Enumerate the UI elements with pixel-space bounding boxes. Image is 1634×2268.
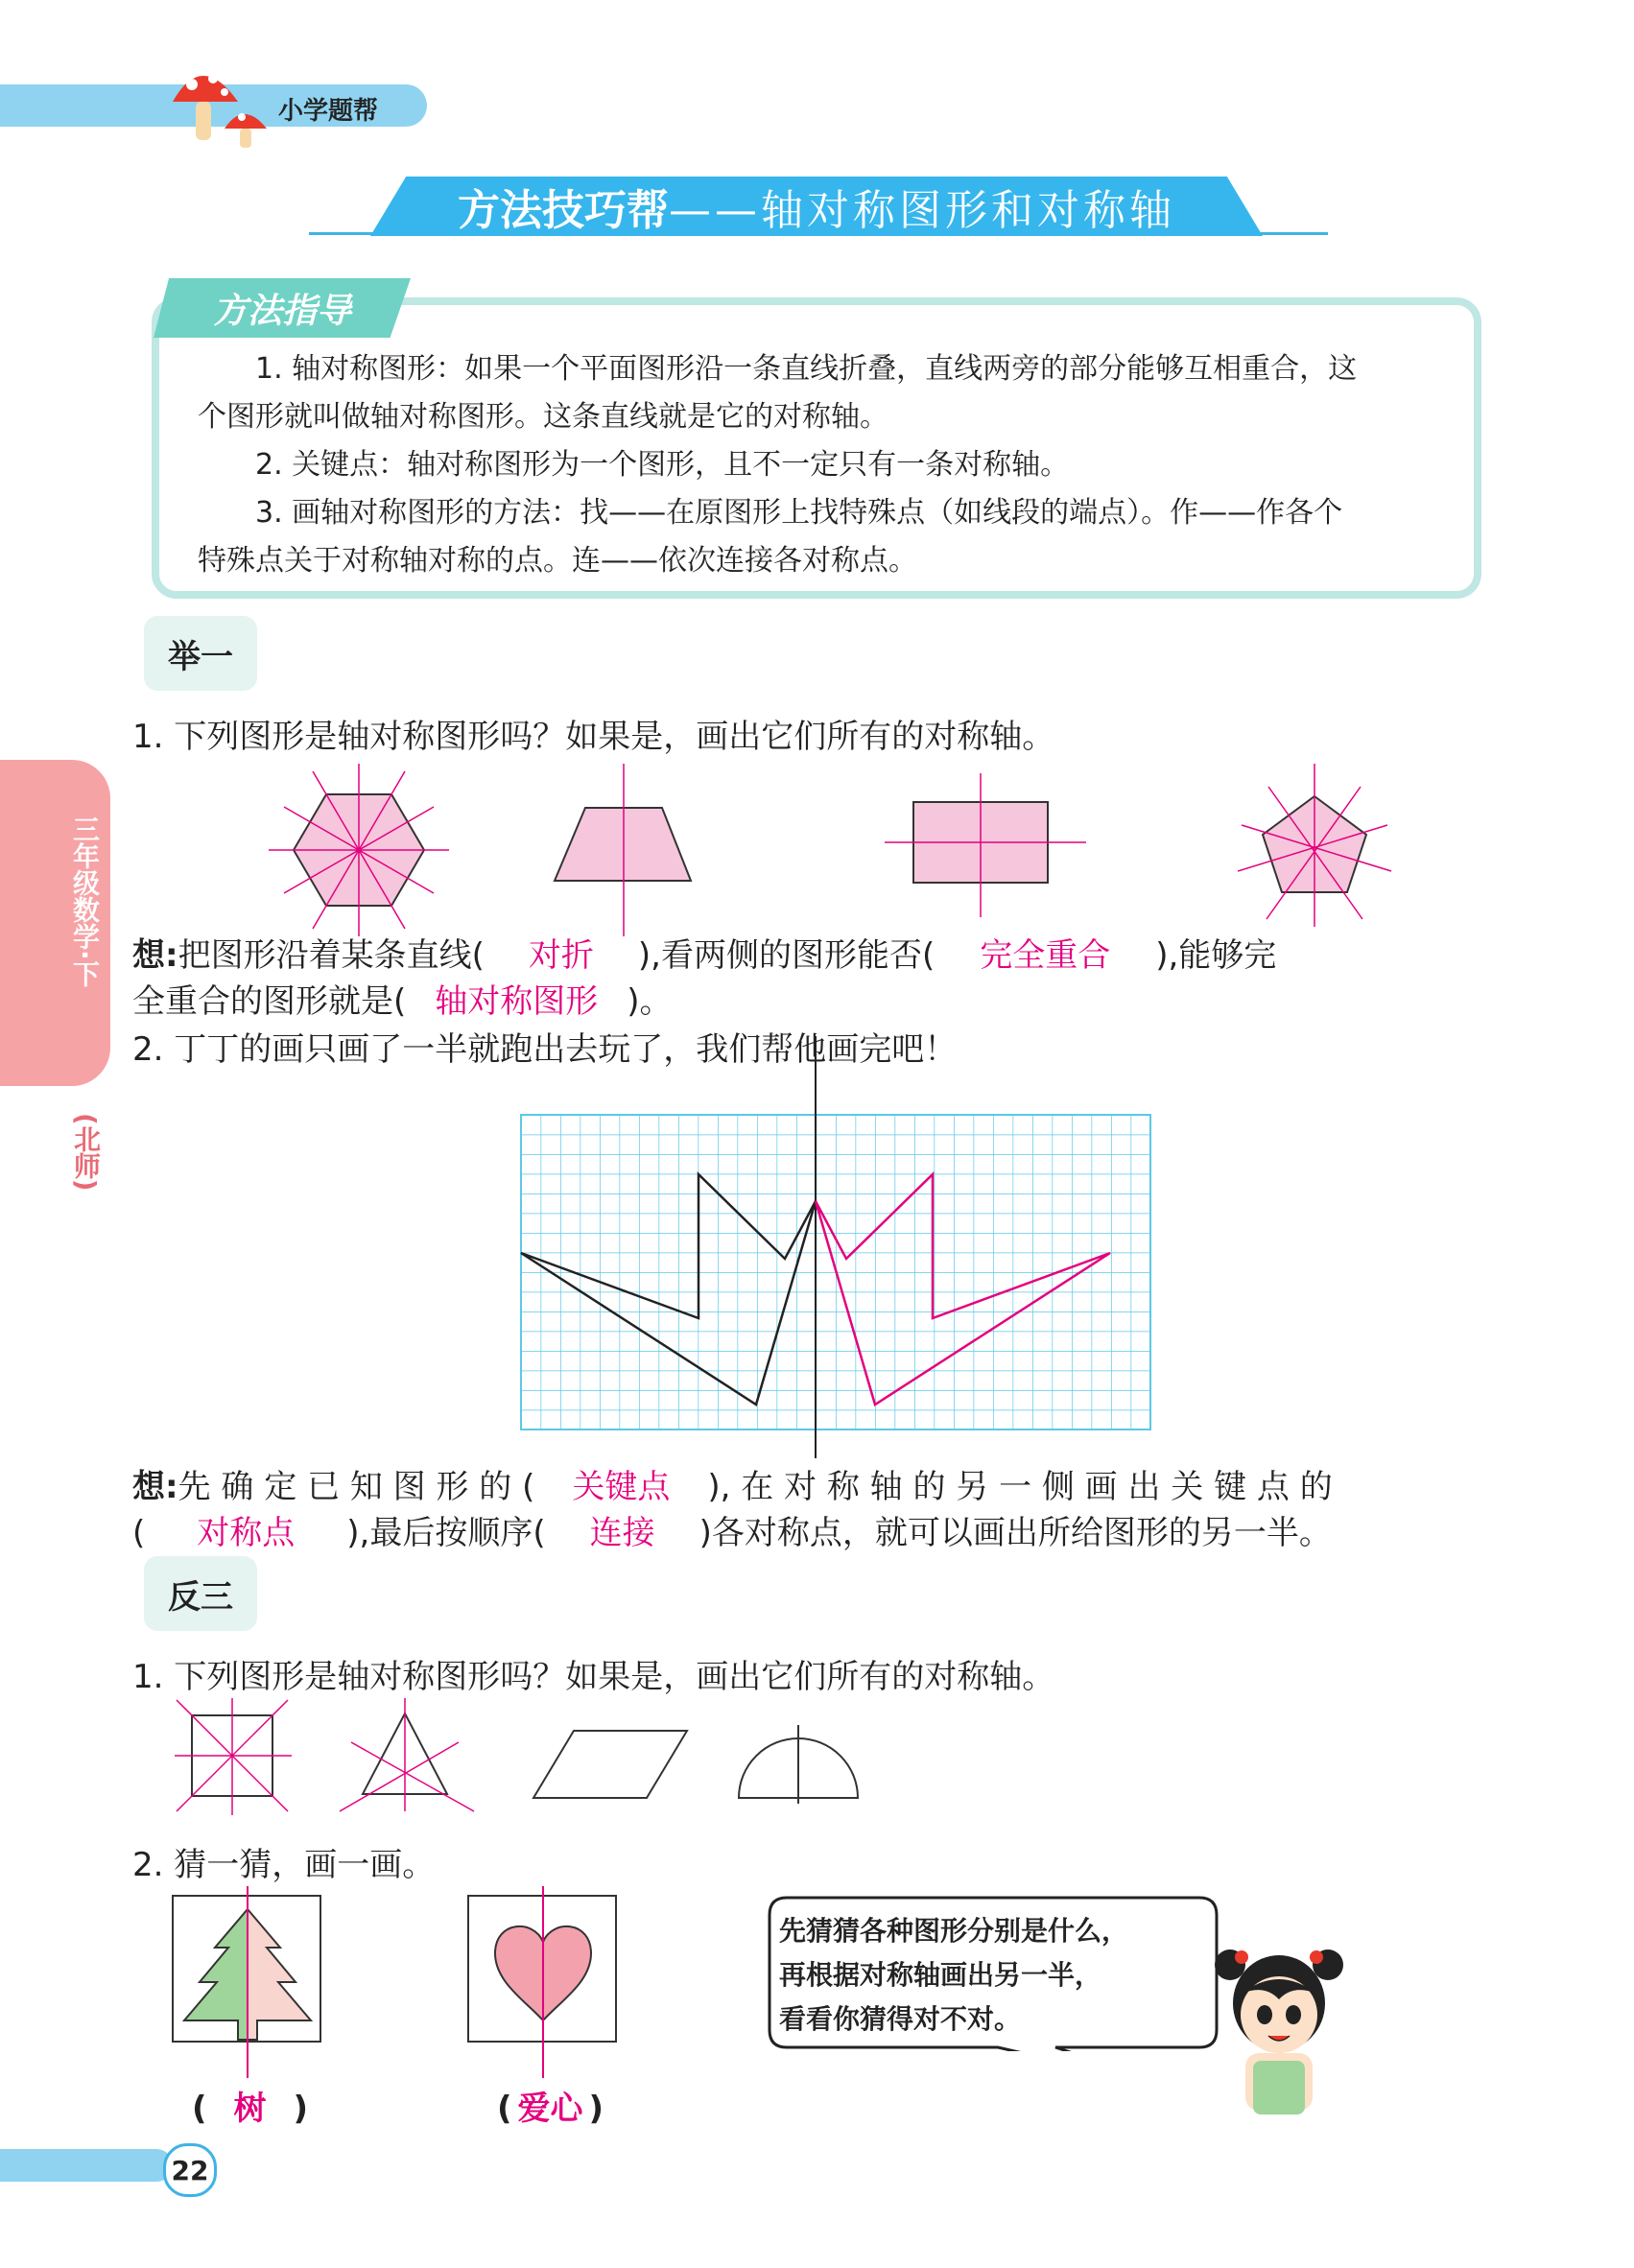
answer-tree: 树 <box>233 2090 267 2128</box>
think-1-line-2 <box>132 975 673 1022</box>
think-1-text-a: 把图形沿着某条直线( <box>178 936 485 975</box>
practice-shapes <box>163 1698 892 1823</box>
example-shapes <box>259 758 1103 940</box>
think-2-text-a: 先 确 定 已 知 图 形 的 ( <box>178 1468 535 1506</box>
think-2-line-1 <box>132 1460 1333 1507</box>
grid-drawing <box>514 1036 1167 1458</box>
page-title <box>370 177 1263 236</box>
think-2-label: 想: <box>132 1468 178 1506</box>
think-1-label: 想: <box>132 936 178 975</box>
answer-heart: 爱心 <box>517 2090 583 2128</box>
bubble-line-2: 再根据对称轴画出另一半， <box>779 1959 1102 1991</box>
heart-puzzle <box>466 1886 620 2078</box>
think-2-text-b: ), 在 对 称 轴 的 另 一 侧 画 出 关 键 点 的 <box>707 1468 1333 1506</box>
answer-key-point: 关键点 <box>572 1468 671 1506</box>
method-line-3: 2. 关键点：轴对称图形为一个图形，且不一定只有一条对称轴。 <box>255 448 1070 482</box>
answer-tree-line <box>192 2082 308 2129</box>
footer-bar <box>0 2149 173 2182</box>
paren-close-2: ) <box>588 2090 604 2128</box>
answer-connect: 连接 <box>589 1514 655 1552</box>
method-line-5: 特殊点关于对称轴对称的点。连——依次连接各对称点。 <box>198 544 917 578</box>
page-number: 22 <box>163 2143 217 2197</box>
method-tab-label: 方法指导 <box>212 291 351 331</box>
bubble-text <box>779 1909 1128 2042</box>
example-question-2: 2. 丁丁的画只画了一半就跑出去玩了，我们帮他画完吧！ <box>132 1030 958 1069</box>
think-1-text-b: ),看两侧的图形能否( <box>637 936 935 975</box>
answer-fold: 对折 <box>528 936 594 975</box>
answer-axis-figure: 轴对称图形 <box>435 982 599 1021</box>
trapezoid-shape <box>555 764 691 936</box>
method-line-4: 3. 画轴对称图形的方法：找——在原图形上找特殊点（如线段的端点）。作——作各个 <box>255 496 1343 530</box>
bubble-line-3: 看看你猜得对不对。 <box>779 2003 1022 2035</box>
hexagon-shape <box>269 764 449 936</box>
think-2-text-c: ( <box>132 1514 146 1552</box>
paren-open-2: ( <box>497 2090 512 2128</box>
think-1-line-1 <box>132 929 1276 976</box>
method-line-2: 个图形就叫做轴对称图形。这条直线就是它的对称轴。 <box>198 400 888 434</box>
side-edition: (北师) <box>70 1113 102 1192</box>
think-1-text-c: ),能够完 <box>1155 936 1277 975</box>
think-1-text-e: )。 <box>627 982 673 1021</box>
bubble-line-1: 先猜猜各种图形分别是什么， <box>779 1915 1129 1947</box>
method-line-1: 1. 轴对称图形：如果一个平面图形沿一条直线折叠，直线两旁的部分能够互相重合，这 <box>255 352 1358 386</box>
square-shape <box>175 1698 292 1815</box>
brand-label: 小学题帮 <box>278 97 379 126</box>
answer-heart-line <box>497 2082 604 2129</box>
parallelogram-shape <box>533 1731 687 1798</box>
mushroom-icon <box>163 56 278 148</box>
side-subject: 三年级数学·下 <box>69 815 101 987</box>
rectangle-shape <box>885 773 1086 917</box>
think-1-text-d: 全重合的图形就是( <box>132 982 407 1021</box>
practice-question-1: 1. 下列图形是轴对称图形吗？如果是，画出它们所有的对称轴。 <box>132 1658 1055 1696</box>
think-2-text-d: ),最后按顺序( <box>346 1514 546 1552</box>
example-tag: 举一 <box>144 616 257 691</box>
tree-puzzle <box>171 1886 324 2078</box>
answer-symmetric-point: 对称点 <box>197 1514 296 1552</box>
title-rest: ——轴对称图形和对称轴 <box>669 186 1175 235</box>
practice-tag: 反三 <box>144 1556 257 1631</box>
girl-character-icon <box>1207 1936 1351 2128</box>
answer-overlap: 完全重合 <box>980 936 1111 975</box>
paren-open-1: ( <box>192 2090 207 2128</box>
triangle-shape <box>340 1698 474 1811</box>
paren-close-1: ) <box>293 2090 309 2128</box>
pentagon-shape <box>1238 758 1410 940</box>
example-question-1: 1. 下列图形是轴对称图形吗？如果是，画出它们所有的对称轴。 <box>132 718 1055 756</box>
think-2-text-e: )各对称点，就可以画出所给图形的另一半。 <box>699 1514 1332 1552</box>
think-2-line-2 <box>132 1506 1332 1553</box>
title-bold: 方法技巧帮 <box>458 186 669 235</box>
practice-question-2: 2. 猜一猜，画一画。 <box>132 1846 436 1884</box>
